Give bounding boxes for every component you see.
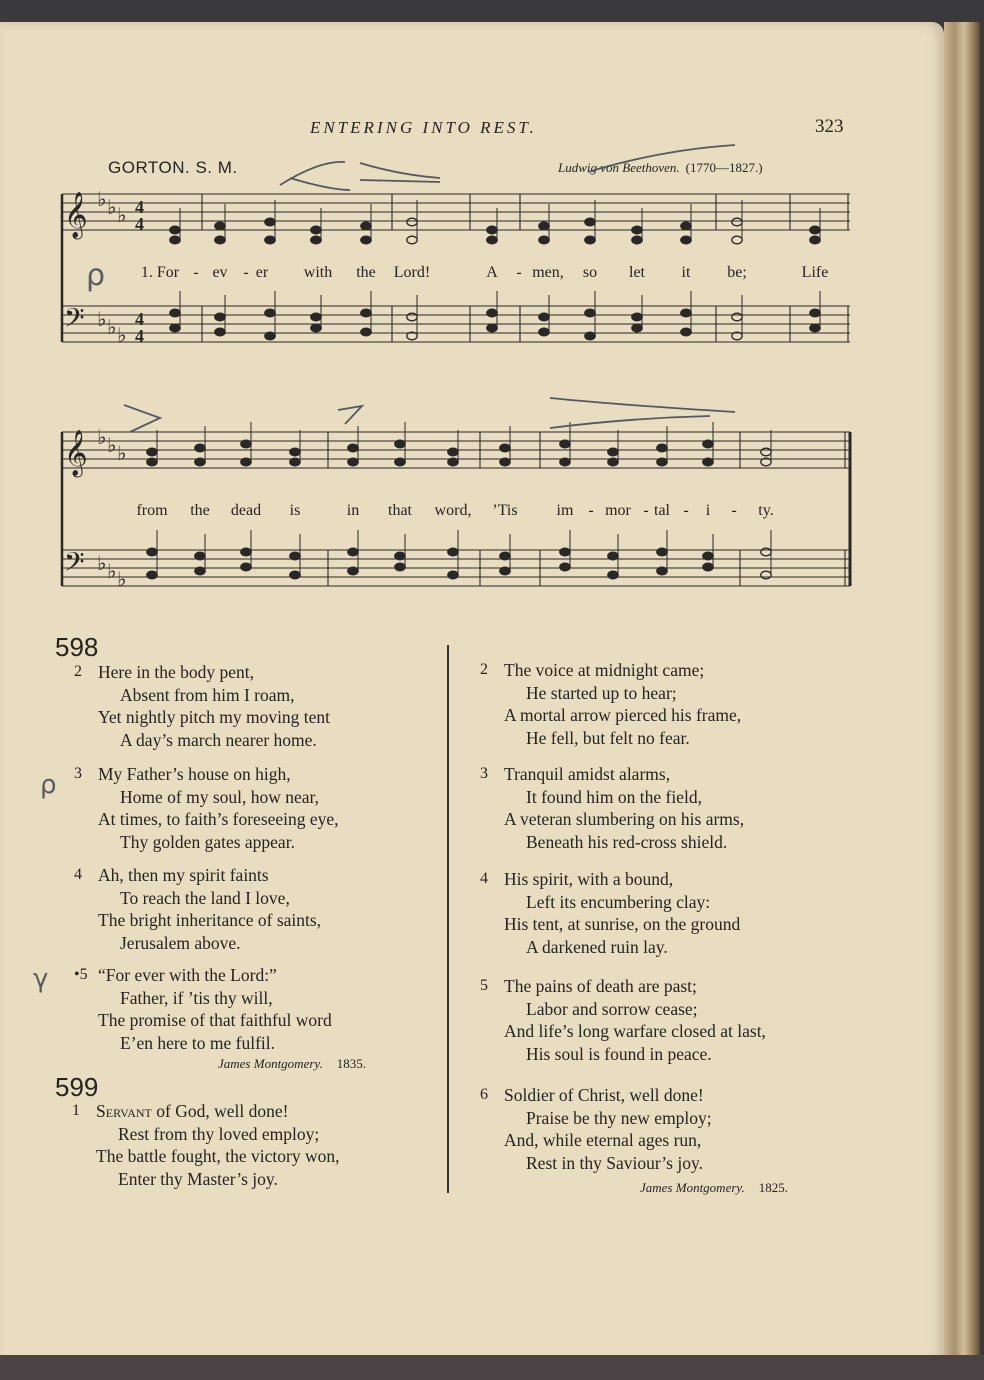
note-head [657, 444, 667, 452]
note-head [448, 448, 458, 456]
note-head [265, 236, 275, 244]
bass-clef-icon: 𝄢 [64, 303, 85, 339]
stanza-line: Enter thy Master’s joy. [118, 1168, 278, 1189]
note-head [703, 440, 713, 448]
stanza [480, 1084, 712, 1174]
stanza-line: Home of my soul, how near, [120, 786, 320, 807]
note-head [448, 571, 458, 579]
flat-icon: ♭ [107, 317, 117, 339]
stanza-line: The promise of that faithful word [98, 1010, 332, 1030]
note-head [348, 444, 358, 452]
note-head [407, 313, 417, 321]
stanza-line: The pains of death are past; [504, 976, 697, 996]
stanza-line: The battle fought, the victory won, [96, 1146, 340, 1166]
stanza [480, 763, 745, 853]
lyric-syllable: so [582, 264, 598, 281]
stanza [480, 659, 742, 749]
hymn-number-598: 598 [55, 632, 99, 662]
note-head [448, 458, 458, 466]
note-head [585, 236, 595, 244]
note-head [361, 328, 371, 336]
note-head [407, 236, 417, 244]
treble-clef-icon: 𝄞 [64, 430, 88, 475]
lyric-syllable: dead [230, 502, 262, 519]
note-head [608, 458, 618, 466]
stanza-line: Praise be thy new employ; [526, 1107, 712, 1128]
stanza-line: A day’s march nearer home. [120, 729, 317, 750]
note-head [215, 313, 225, 321]
note-head [487, 309, 497, 317]
note-head [361, 222, 371, 230]
note-head [732, 236, 742, 244]
lyric-syllable: i [705, 502, 711, 519]
column-divider [447, 645, 449, 1193]
hymn-599-author [640, 1180, 788, 1196]
note-head [703, 458, 713, 466]
note-head [348, 567, 358, 575]
note-head [761, 571, 771, 579]
stanza-line: His tent, at sunrise, on the ground [504, 914, 741, 934]
note-head [560, 440, 570, 448]
pencil-stroke [360, 163, 440, 178]
stanza-line: Thy golden gates appear. [120, 831, 295, 852]
note-head [539, 313, 549, 321]
note-head [290, 448, 300, 456]
note-head [195, 552, 205, 560]
note-head [500, 444, 510, 452]
note-head [290, 552, 300, 560]
lyric-syllable: ev [212, 264, 228, 281]
pencil-stroke [550, 398, 735, 412]
lyric-syllable: ty. [758, 502, 774, 519]
pencil-stroke [360, 180, 440, 182]
lyric-syllable: im [556, 502, 574, 519]
pencil-stroke [280, 162, 345, 185]
lyric-syllable: with [303, 264, 333, 281]
note-head [487, 236, 497, 244]
stanza-line: Labor and sorrow cease; [526, 998, 698, 1019]
note-head [265, 309, 275, 317]
stanza-line: “For ever with the Lord:” [98, 965, 277, 985]
note-head [703, 563, 713, 571]
lyric-syllable: word, [434, 502, 472, 519]
stanza-line: His soul is found in peace. [526, 1043, 712, 1064]
note-head [195, 444, 205, 452]
note-head [147, 458, 157, 466]
stanza-number: 4 [480, 870, 488, 887]
tune-name: GORTON. S. M. [108, 158, 238, 177]
note-head [195, 567, 205, 575]
lyric-syllable: from [136, 502, 168, 519]
lyric-syllable: ’Tis [492, 502, 518, 519]
composer-dates: (1770—1827.) [685, 160, 763, 175]
lyric-syllable: - [643, 502, 649, 519]
note-head [703, 552, 713, 560]
note-head [170, 309, 180, 317]
note-head [539, 222, 549, 230]
note-head [265, 332, 275, 340]
note-head [290, 458, 300, 466]
note-head [195, 458, 205, 466]
stanza-number: 3 [480, 765, 488, 782]
note-head [585, 309, 595, 317]
note-head [632, 324, 642, 332]
stanza-line: And life’s long warfare closed at last, [504, 1021, 766, 1041]
stanza-line: Beneath his red-cross shield. [526, 831, 728, 852]
note-head [395, 563, 405, 571]
note-head [147, 571, 157, 579]
note-head [681, 236, 691, 244]
stanza-line: Tranquil amidst alarms, [504, 764, 671, 784]
flat-icon: ♭ [107, 197, 117, 219]
page-number: 323 [815, 116, 844, 137]
stanza-number: 4 [74, 866, 82, 883]
stanza-number: 2 [74, 663, 82, 680]
note-head [500, 458, 510, 466]
lyric-syllable: - [588, 502, 594, 519]
note-head [500, 567, 510, 575]
note-head [348, 548, 358, 556]
note-head [361, 236, 371, 244]
lyric-syllable: let [629, 264, 645, 281]
stanza-number: 3 [74, 765, 82, 782]
stanza-line: Ah, then my spirit faints [98, 865, 269, 885]
stanza-line: Yet nightly pitch my moving tent [98, 707, 331, 727]
note-head [761, 448, 771, 456]
first-word: Servant [96, 1101, 152, 1121]
note-head [632, 226, 642, 234]
note-head [681, 222, 691, 230]
flat-icon: ♭ [97, 189, 107, 211]
note-head [241, 563, 251, 571]
pencil-stroke [290, 178, 350, 190]
stanza-line: of God, well done! [151, 1101, 289, 1121]
lyric-syllable: men, [532, 264, 564, 281]
stanza-line: To reach the land I love, [120, 887, 290, 908]
lyric-syllable: - [193, 264, 199, 281]
note-head [395, 440, 405, 448]
lyric-syllable: mor [605, 502, 631, 519]
note-head [810, 236, 820, 244]
lyric-syllable: be; [727, 264, 747, 281]
note-head [500, 552, 510, 560]
flat-icon: ♭ [97, 309, 107, 331]
note-head [170, 226, 180, 234]
pencil-p-mark: ρ [40, 770, 57, 800]
stanza-line: He fell, but felt no fear. [526, 727, 690, 748]
stanza-line: Here in the body pent, [98, 662, 254, 682]
note-head [632, 313, 642, 321]
note-head [215, 236, 225, 244]
flat-icon: ♭ [117, 325, 127, 347]
bass-clef-icon: 𝄢 [64, 547, 85, 583]
stanza-line: The voice at midnight came; [504, 660, 705, 680]
time-signature: 4 [135, 309, 144, 329]
pencil-stroke [588, 145, 735, 172]
note-head [539, 328, 549, 336]
note-head [608, 448, 618, 456]
flat-icon: ♭ [117, 205, 127, 227]
hymn-number-599: 599 [55, 1072, 99, 1102]
flat-icon: ♭ [97, 553, 107, 575]
lyric-syllable: that [388, 502, 412, 519]
stanza-number: 6 [480, 1086, 488, 1103]
stanza [74, 763, 339, 853]
note-head [487, 324, 497, 332]
stanza [480, 975, 766, 1065]
note-head [585, 218, 595, 226]
stanza-line: At times, to faith’s foreseeing eye, [98, 809, 339, 829]
note-head [170, 236, 180, 244]
composer-name: Ludwig von Beethoven. [558, 160, 680, 175]
note-head [681, 309, 691, 317]
note-head [147, 448, 157, 456]
stanza-line: Soldier of Christ, well done! [504, 1085, 704, 1105]
note-head [361, 309, 371, 317]
stanza-line: E’en here to me fulfil. [120, 1032, 276, 1053]
hymn-599-stanza-1 [72, 1100, 340, 1190]
stanza-line: Jerusalem above. [120, 932, 241, 953]
stanza [74, 864, 322, 954]
note-head [810, 324, 820, 332]
note-head [608, 571, 618, 579]
author-name: James Montgomery. [640, 1180, 745, 1195]
note-head [732, 313, 742, 321]
flat-icon: ♭ [97, 427, 107, 449]
note-head [348, 458, 358, 466]
music-score [0, 0, 984, 640]
running-head: ENTERING INTO REST. [310, 118, 537, 137]
note-head [241, 458, 251, 466]
note-head [560, 458, 570, 466]
note-head [215, 328, 225, 336]
lyric-syllable: - [731, 502, 737, 519]
stanza-line: A veteran slumbering on his arms, [504, 809, 745, 829]
note-head [681, 328, 691, 336]
stanza-line: It found him on the field, [526, 786, 702, 807]
note-head [810, 309, 820, 317]
lyric-syllable: - [243, 264, 249, 281]
lyric-syllable: the [190, 502, 210, 519]
note-head [311, 313, 321, 321]
pencil-y-mark: γ [33, 964, 49, 994]
flat-icon: ♭ [117, 569, 127, 591]
stanza [74, 661, 331, 751]
time-signature: 4 [135, 197, 144, 217]
note-head [539, 236, 549, 244]
stanza-number: 5 [480, 977, 488, 994]
lyric-syllable: in [346, 502, 360, 519]
stanza-line: Rest from thy loved employ; [118, 1123, 320, 1144]
note-head [147, 548, 157, 556]
note-head [657, 567, 667, 575]
note-head [761, 548, 771, 556]
lyric-syllable: Life [801, 264, 829, 281]
note-head [732, 218, 742, 226]
note-head [241, 548, 251, 556]
author-name: James Montgomery. [218, 1056, 323, 1071]
time-signature: 4 [135, 214, 144, 234]
lyric-syllable: is [289, 502, 301, 519]
note-head [657, 548, 667, 556]
stanza-number: •5 [74, 966, 88, 983]
lyric-syllable: - [516, 264, 522, 281]
stanza-line: And, while eternal ages run, [504, 1130, 702, 1150]
author-year: 1825. [758, 1180, 788, 1195]
note-head [170, 324, 180, 332]
lyric-syllable: er [255, 264, 269, 281]
time-signature: 4 [135, 326, 144, 346]
note-head [487, 226, 497, 234]
pencil-p-mark: ρ [86, 258, 106, 293]
lyric-syllable: 1. For [140, 264, 180, 281]
note-head [448, 548, 458, 556]
stanza-line: A darkened ruin lay. [526, 936, 668, 957]
note-head [241, 440, 251, 448]
stanza-line: Father, if ’tis thy will, [120, 987, 273, 1008]
lyric-syllable: the [356, 264, 376, 281]
lyric-syllable: tal [654, 502, 670, 519]
stanza-number: 2 [480, 661, 488, 678]
flat-icon: ♭ [117, 443, 127, 465]
flat-icon: ♭ [107, 561, 117, 583]
author-year: 1835. [336, 1056, 366, 1071]
stanza-line: Absent from him I roam, [120, 684, 295, 705]
stanza-line: His spirit, with a bound, [504, 869, 674, 889]
stanza [74, 964, 332, 1054]
stanza [480, 868, 741, 958]
stanza-line: He started up to hear; [526, 682, 677, 703]
stanza-line: The bright inheritance of saints, [98, 910, 322, 930]
stanza-line: A mortal arrow pierced his frame, [504, 705, 742, 725]
note-head [608, 552, 618, 560]
note-head [265, 218, 275, 226]
note-head [657, 458, 667, 466]
note-head [395, 552, 405, 560]
note-head [395, 458, 405, 466]
note-head [311, 236, 321, 244]
note-head [215, 222, 225, 230]
note-head [632, 236, 642, 244]
stanza-line: My Father’s house on high, [98, 764, 291, 784]
note-head [407, 218, 417, 226]
book-cover-shadow [0, 1355, 984, 1380]
note-head [311, 324, 321, 332]
note-head [290, 571, 300, 579]
flat-icon: ♭ [107, 435, 117, 457]
lyric-syllable: A [486, 264, 498, 281]
lyric-syllable: - [683, 502, 689, 519]
pencil-accent-mark [124, 405, 160, 432]
hymn-598-author [218, 1056, 366, 1072]
lyric-syllable: Lord! [393, 264, 431, 281]
note-head [311, 226, 321, 234]
lyric-syllable: it [681, 264, 691, 281]
note-head [810, 226, 820, 234]
stanza-number: 1 [72, 1102, 80, 1119]
treble-clef-icon: 𝄞 [64, 192, 88, 237]
stanza-line: Rest in thy Saviour’s joy. [526, 1152, 703, 1173]
note-head [585, 332, 595, 340]
pencil-mark [338, 406, 362, 424]
pencil-stroke [550, 416, 710, 428]
note-head [560, 548, 570, 556]
note-head [560, 563, 570, 571]
stanza-line: Left its encumbering clay: [526, 891, 711, 912]
